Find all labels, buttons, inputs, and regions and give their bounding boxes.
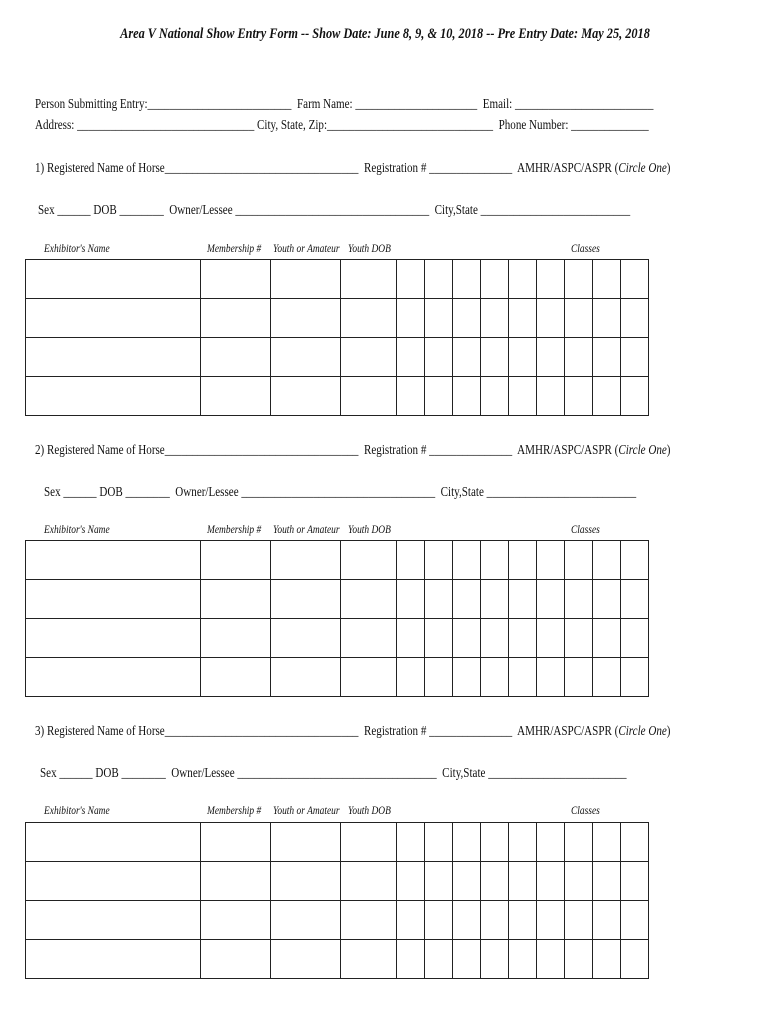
class-cell[interactable] — [453, 580, 481, 619]
class-cell[interactable] — [425, 338, 453, 377]
table-row — [26, 901, 649, 940]
class-cell[interactable] — [593, 658, 621, 697]
class-cell[interactable] — [453, 541, 481, 580]
class-cell[interactable] — [397, 901, 425, 940]
horse-1-circle-one: Circle One — [618, 160, 667, 175]
class-cell[interactable] — [537, 260, 565, 299]
horse-3-header-classes: Classes — [571, 805, 600, 817]
exhibitor-name-cell[interactable] — [26, 338, 201, 377]
class-cell[interactable] — [509, 901, 537, 940]
membership-cell[interactable] — [201, 823, 271, 862]
horse-3-header-membership: Membership # — [207, 805, 262, 817]
class-cell[interactable] — [537, 658, 565, 697]
horse-3-circle-one: Circle One — [618, 723, 667, 738]
class-cell[interactable] — [621, 541, 649, 580]
class-cell[interactable] — [425, 619, 453, 658]
class-cell[interactable] — [621, 299, 649, 338]
class-cell[interactable] — [565, 619, 593, 658]
youth-amateur-cell[interactable] — [271, 823, 341, 862]
exhibitor-name-cell[interactable] — [26, 377, 201, 416]
class-cell[interactable] — [593, 862, 621, 901]
class-cell[interactable] — [593, 940, 621, 979]
class-cell[interactable] — [621, 580, 649, 619]
class-cell[interactable] — [397, 940, 425, 979]
youth-dob-cell[interactable] — [341, 299, 397, 338]
exhibitor-name-cell[interactable] — [26, 260, 201, 299]
class-cell[interactable] — [593, 541, 621, 580]
youth-amateur-cell[interactable] — [271, 940, 341, 979]
class-cell[interactable] — [537, 862, 565, 901]
horse-3-entry-table — [25, 822, 649, 979]
class-cell[interactable] — [453, 658, 481, 697]
class-cell[interactable] — [509, 541, 537, 580]
table-row — [26, 862, 649, 901]
horse-2-header-classes: Classes — [571, 524, 600, 536]
youth-amateur-cell[interactable] — [271, 901, 341, 940]
class-cell[interactable] — [397, 619, 425, 658]
class-cell[interactable] — [621, 260, 649, 299]
class-cell[interactable] — [537, 377, 565, 416]
membership-cell[interactable] — [201, 541, 271, 580]
class-cell[interactable] — [621, 377, 649, 416]
class-cell[interactable] — [593, 619, 621, 658]
membership-cell[interactable] — [201, 862, 271, 901]
class-cell[interactable] — [453, 862, 481, 901]
class-cell[interactable] — [621, 619, 649, 658]
class-cell[interactable] — [565, 580, 593, 619]
youth-dob-cell[interactable] — [341, 901, 397, 940]
class-cell[interactable] — [509, 823, 537, 862]
horse-2-reg-text: 2) Registered Name of Horse___________________________________ Registration # _______________ AMHR/ASPC/ASPR ( — [35, 442, 619, 457]
class-cell[interactable] — [425, 658, 453, 697]
table-row — [26, 940, 649, 979]
youth-dob-cell[interactable] — [341, 580, 397, 619]
youth-amateur-cell[interactable] — [271, 658, 341, 697]
horse-1-header-youth-dob: Youth DOB — [348, 243, 391, 255]
exhibitor-name-cell[interactable] — [26, 940, 201, 979]
class-cell[interactable] — [453, 299, 481, 338]
youth-dob-cell[interactable] — [341, 338, 397, 377]
class-cell[interactable] — [593, 338, 621, 377]
class-cell[interactable] — [537, 338, 565, 377]
class-cell[interactable] — [397, 338, 425, 377]
class-cell[interactable] — [509, 658, 537, 697]
exhibitor-name-cell[interactable] — [26, 658, 201, 697]
class-cell[interactable] — [481, 658, 509, 697]
horse-1-registration-line[interactable] — [35, 160, 670, 176]
table-row — [26, 338, 649, 377]
horse-2-reg-close: ) — [666, 442, 671, 457]
address-line[interactable]: Address: ________________________________ City, State, Zip:______________________________ Phone Number: ______________ — [35, 117, 649, 132]
class-cell[interactable] — [565, 377, 593, 416]
exhibitor-name-cell[interactable] — [26, 823, 201, 862]
class-cell[interactable] — [537, 580, 565, 619]
class-cell[interactable] — [565, 299, 593, 338]
table-row — [26, 541, 649, 580]
class-cell[interactable] — [481, 377, 509, 416]
exhibitor-name-cell[interactable] — [26, 901, 201, 940]
class-cell[interactable] — [621, 823, 649, 862]
class-cell[interactable] — [509, 377, 537, 416]
class-cell[interactable] — [593, 377, 621, 416]
exhibitor-name-cell[interactable] — [26, 299, 201, 338]
membership-cell[interactable] — [201, 338, 271, 377]
horse-2-header-membership: Membership # — [207, 524, 262, 536]
class-cell[interactable] — [425, 823, 453, 862]
youth-amateur-cell[interactable] — [271, 862, 341, 901]
class-cell[interactable] — [621, 940, 649, 979]
class-cell[interactable] — [481, 901, 509, 940]
class-cell[interactable] — [621, 901, 649, 940]
horse-1-header-membership: Membership # — [207, 243, 262, 255]
class-cell[interactable] — [481, 338, 509, 377]
table-row — [26, 580, 649, 619]
class-cell[interactable] — [565, 862, 593, 901]
youth-amateur-cell[interactable] — [271, 260, 341, 299]
class-cell[interactable] — [481, 541, 509, 580]
class-cell[interactable] — [593, 901, 621, 940]
youth-amateur-cell[interactable] — [271, 377, 341, 416]
class-cell[interactable] — [537, 541, 565, 580]
class-cell[interactable] — [425, 862, 453, 901]
class-cell[interactable] — [397, 580, 425, 619]
horse-2-circle-one: Circle One — [618, 442, 667, 457]
class-cell[interactable] — [537, 901, 565, 940]
exhibitor-name-cell[interactable] — [26, 619, 201, 658]
class-cell[interactable] — [453, 901, 481, 940]
class-cell[interactable] — [509, 619, 537, 658]
horse-2-entry-table — [25, 540, 649, 697]
class-cell[interactable] — [453, 619, 481, 658]
class-cell[interactable] — [397, 260, 425, 299]
class-cell[interactable] — [397, 658, 425, 697]
class-cell[interactable] — [453, 338, 481, 377]
youth-dob-cell[interactable] — [341, 658, 397, 697]
class-cell[interactable] — [453, 260, 481, 299]
horse-1-reg-close: ) — [666, 160, 671, 175]
table-row — [26, 619, 649, 658]
class-cell[interactable] — [453, 377, 481, 416]
class-cell[interactable] — [565, 823, 593, 862]
class-cell[interactable] — [397, 862, 425, 901]
class-cell[interactable] — [509, 862, 537, 901]
class-cell[interactable] — [509, 299, 537, 338]
membership-cell[interactable] — [201, 619, 271, 658]
youth-dob-cell[interactable] — [341, 619, 397, 658]
submitter-line[interactable]: Person Submitting Entry:__________________________ Farm Name: ______________________ Email: _________________________ — [35, 96, 654, 111]
class-cell[interactable] — [481, 862, 509, 901]
youth-dob-cell[interactable] — [341, 260, 397, 299]
horse-1-header-youth-amateur: Youth or Amateur — [273, 243, 340, 255]
class-cell[interactable] — [425, 940, 453, 979]
class-cell[interactable] — [425, 580, 453, 619]
class-cell[interactable] — [481, 823, 509, 862]
class-cell[interactable] — [593, 823, 621, 862]
table-row — [26, 823, 649, 862]
youth-dob-cell[interactable] — [341, 862, 397, 901]
class-cell[interactable] — [481, 260, 509, 299]
class-cell[interactable] — [537, 823, 565, 862]
class-cell[interactable] — [481, 619, 509, 658]
horse-3-reg-text: 3) Registered Name of Horse___________________________________ Registration # _______________ AMHR/ASPC/ASPR ( — [35, 723, 619, 738]
class-cell[interactable] — [537, 299, 565, 338]
exhibitor-name-cell[interactable] — [26, 862, 201, 901]
horse-2-header-exhibitor: Exhibitor's Name — [44, 524, 110, 536]
class-cell[interactable] — [537, 619, 565, 658]
class-cell[interactable] — [509, 580, 537, 619]
class-cell[interactable] — [481, 580, 509, 619]
class-cell[interactable] — [537, 940, 565, 979]
class-cell[interactable] — [621, 862, 649, 901]
horse-3-sex-line[interactable]: Sex ______ DOB ________ Owner/Lessee ____________________________________ City,State _________________________ — [40, 765, 627, 780]
class-cell[interactable] — [565, 260, 593, 299]
youth-dob-cell[interactable] — [341, 377, 397, 416]
class-cell[interactable] — [565, 940, 593, 979]
horse-1-sex-line[interactable]: Sex ______ DOB ________ Owner/Lessee ___________________________________ City,State ___________________________ — [38, 202, 631, 217]
class-cell[interactable] — [425, 541, 453, 580]
class-cell[interactable] — [453, 940, 481, 979]
class-cell[interactable] — [397, 541, 425, 580]
youth-amateur-cell[interactable] — [271, 580, 341, 619]
class-cell[interactable] — [425, 260, 453, 299]
class-cell[interactable] — [509, 260, 537, 299]
class-cell[interactable] — [481, 299, 509, 338]
class-cell[interactable] — [509, 338, 537, 377]
youth-amateur-cell[interactable] — [271, 299, 341, 338]
class-cell[interactable] — [425, 299, 453, 338]
class-cell[interactable] — [509, 940, 537, 979]
form-title: Area V National Show Entry Form -- Show Date: June 8, 9, & 10, 2018 -- Pre Entry Date: May 25, 2018 — [120, 26, 650, 42]
exhibitor-name-cell[interactable] — [26, 580, 201, 619]
class-cell[interactable] — [593, 580, 621, 619]
horse-3-header-youth-dob: Youth DOB — [348, 805, 391, 817]
table-row — [26, 377, 649, 416]
youth-dob-cell[interactable] — [341, 940, 397, 979]
class-cell[interactable] — [565, 658, 593, 697]
horse-3-header-youth-amateur: Youth or Amateur — [273, 805, 340, 817]
class-cell[interactable] — [397, 299, 425, 338]
class-cell[interactable] — [565, 338, 593, 377]
youth-dob-cell[interactable] — [341, 541, 397, 580]
class-cell[interactable] — [621, 338, 649, 377]
horse-3-header-exhibitor: Exhibitor's Name — [44, 805, 110, 817]
horse-2-sex-line[interactable]: Sex ______ DOB ________ Owner/Lessee ___________________________________ City,State ___________________________ — [44, 484, 637, 499]
class-cell[interactable] — [397, 377, 425, 416]
class-cell[interactable] — [481, 940, 509, 979]
horse-2-header-youth-amateur: Youth or Amateur — [273, 524, 340, 536]
horse-1-reg-text: 1) Registered Name of Horse___________________________________ Registration # _______________ AMHR/ASPC/ASPR ( — [35, 160, 619, 175]
table-row — [26, 299, 649, 338]
membership-cell[interactable] — [201, 377, 271, 416]
membership-cell[interactable] — [201, 940, 271, 979]
class-cell[interactable] — [565, 541, 593, 580]
horse-3-reg-close: ) — [666, 723, 671, 738]
horse-2-registration-line[interactable] — [35, 442, 670, 458]
class-cell[interactable] — [425, 377, 453, 416]
horse-3-registration-line[interactable] — [35, 723, 670, 739]
class-cell[interactable] — [621, 658, 649, 697]
youth-amateur-cell[interactable] — [271, 541, 341, 580]
membership-cell[interactable] — [201, 658, 271, 697]
youth-amateur-cell[interactable] — [271, 338, 341, 377]
youth-dob-cell[interactable] — [341, 823, 397, 862]
membership-cell[interactable] — [201, 299, 271, 338]
table-row — [26, 260, 649, 299]
class-cell[interactable] — [397, 823, 425, 862]
table-row — [26, 658, 649, 697]
horse-1-header-classes: Classes — [571, 243, 600, 255]
youth-amateur-cell[interactable] — [271, 619, 341, 658]
class-cell[interactable] — [593, 260, 621, 299]
class-cell[interactable] — [565, 901, 593, 940]
class-cell[interactable] — [425, 901, 453, 940]
exhibitor-name-cell[interactable] — [26, 541, 201, 580]
membership-cell[interactable] — [201, 901, 271, 940]
horse-2-header-youth-dob: Youth DOB — [348, 524, 391, 536]
class-cell[interactable] — [593, 299, 621, 338]
membership-cell[interactable] — [201, 580, 271, 619]
horse-1-header-exhibitor: Exhibitor's Name — [44, 243, 110, 255]
horse-1-entry-table — [25, 259, 649, 416]
class-cell[interactable] — [453, 823, 481, 862]
membership-cell[interactable] — [201, 260, 271, 299]
